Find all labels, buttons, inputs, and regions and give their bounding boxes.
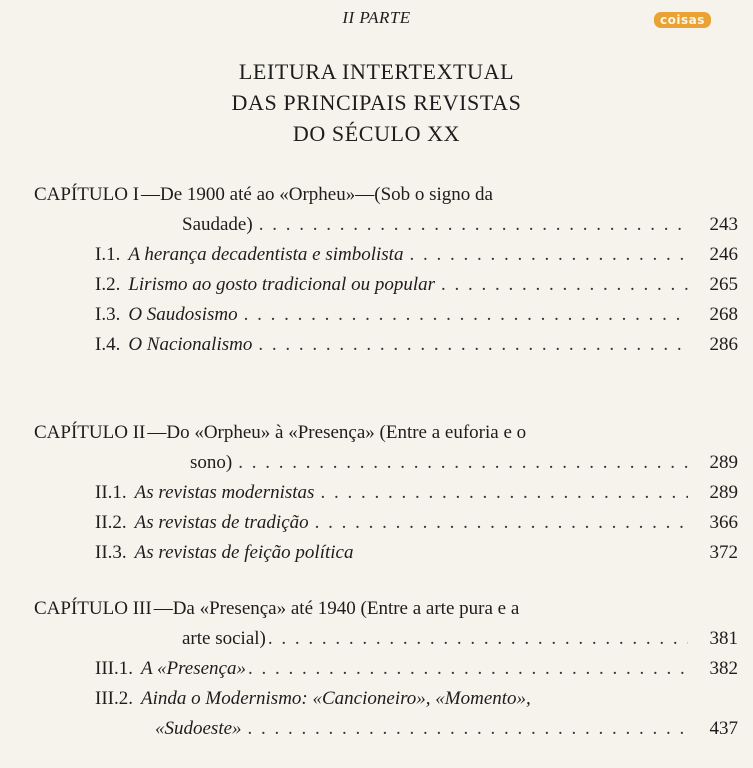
toc-entry-continued: «Sudoeste» . . . 437 [155,718,738,740]
chapter-3-title-continued: arte social) . . . 381 [182,628,738,650]
title-line-2: DAS PRINCIPAIS REVISTAS [231,90,522,115]
dot-leader [409,244,688,266]
toc-entry: I.3. O Saudosismo . . . 268 [95,304,738,326]
chapter-2-title: —Do «Orpheu» à «Presença» (Entre a euforia e o [147,422,527,443]
chapter-1-page: 243 [709,214,738,235]
toc-entry: I.2. Lirismo ao gosto tradicional ou popular . . . 265 [95,274,738,296]
dot-leader [248,658,688,680]
part-label: II PARTE [342,8,411,27]
dot-leader [315,512,688,534]
chapter-2-page: 289 [709,452,738,473]
chapter-2-label: CAPÍTULO II [34,422,146,443]
chapter-1-title-continued: Saudade) . . . 243 [182,214,738,236]
chapter-2-heading [34,422,674,444]
chapter-1-heading [34,184,674,206]
dot-leader [248,718,688,740]
toc-entry: I.4. O Nacionalismo . . . 286 [95,334,738,356]
title-line-1: LEITURA INTERTEXTUAL [238,59,515,84]
toc-entry: I.1. A herança decadentista e simbolista . . . 246 [95,244,738,266]
title-line-3: DO SÉCULO XX [292,121,461,146]
chapter-3-heading [34,598,674,620]
toc-entry: III.2. Ainda o Modernismo: «Cancioneiro», «Momento», [95,688,531,709]
chapter-3-page: 381 [709,628,738,649]
dot-leader [441,274,688,296]
dot-leader [244,304,688,326]
dot-leader [268,628,688,650]
toc-entry: II.3. As revistas de feição política 372 [95,542,738,563]
dot-leader [258,334,688,356]
dot-leader [238,452,688,474]
watermark-logo: coisas [654,12,711,28]
chapter-1-label: CAPÍTULO I [34,184,140,205]
chapter-2-title-continued: sono) . . . 289 [190,452,738,474]
chapter-3-title: —Da «Presença» até 1940 (Entre a arte pura e a [153,598,520,619]
toc-entry: II.2. As revistas de tradição . . . 366 [95,512,738,534]
toc-entry: III.1. A «Presença» . . . 382 [95,658,738,680]
toc-entry: II.1. As revistas modernistas . . . 289 [95,482,738,504]
page-title [0,56,753,149]
chapter-3-label: CAPÍTULO III [34,598,152,619]
chapter-1-title: —De 1900 até ao «Orpheu»—(Sob o signo da [141,184,493,205]
dot-leader [320,482,688,504]
dot-leader [259,214,688,236]
